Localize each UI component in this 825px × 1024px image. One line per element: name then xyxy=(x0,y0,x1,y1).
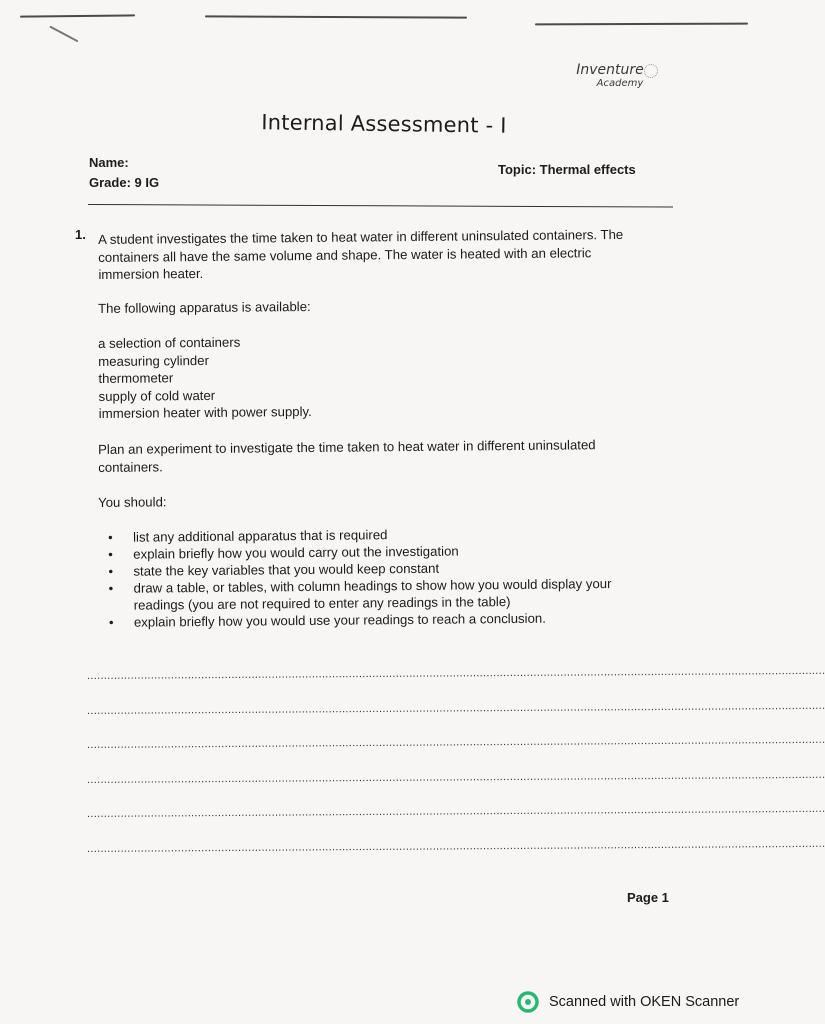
scanner-watermark xyxy=(517,991,739,1013)
plan-line: containers. xyxy=(98,458,163,475)
question-intro xyxy=(98,225,673,283)
requirement-text: state the key variables that you would keep constant xyxy=(133,560,440,579)
scan-edge-line xyxy=(20,14,135,17)
bullet-icon: • xyxy=(108,546,113,562)
requirement-text: explain briefly how you would use your readings to reach a conclusion. xyxy=(133,610,546,630)
intro-line: A student investigates the time taken to heat water in different uninsulated containers. The xyxy=(98,226,624,247)
question-number: 1. xyxy=(75,227,86,242)
requirement-item xyxy=(98,574,673,614)
apparatus-list xyxy=(98,329,674,422)
requirement-text: explain briefly how you would carry out the investigation xyxy=(133,543,459,562)
answer-line: ............................................................................................................................................................................................................................ xyxy=(86,733,825,751)
name-label: Name: xyxy=(89,155,129,170)
logo-text-line1: Inventure xyxy=(576,62,644,78)
intro-line: immersion heater. xyxy=(98,265,204,282)
logo-emblem-icon xyxy=(644,64,658,78)
apparatus-heading xyxy=(98,294,673,317)
topic-label: Topic: Thermal effects xyxy=(498,162,636,177)
bullet-icon: • xyxy=(108,529,113,545)
answer-line: ............................................................................................................................................................................................................................ xyxy=(86,699,825,717)
plan-line: Plan an experiment to investigate the time taken to heat water in different uninsulated xyxy=(98,437,596,457)
header-divider xyxy=(88,204,673,208)
answer-line: ............................................................................................................................................................................................................................ xyxy=(86,802,825,820)
apparatus-item: thermometer xyxy=(98,370,174,386)
should-heading-text: You should: xyxy=(98,494,167,510)
bullet-icon: • xyxy=(108,580,114,596)
school-logo xyxy=(560,62,660,90)
requirements-list xyxy=(98,523,674,631)
apparatus-heading-text: The following apparatus is available: xyxy=(98,298,311,316)
bullet-icon: • xyxy=(108,563,114,579)
page-number: Page 1 xyxy=(627,890,669,905)
apparatus-item: supply of cold water xyxy=(98,387,216,404)
apparatus-item: a selection of containers xyxy=(98,334,241,351)
apparatus-item: measuring cylinder xyxy=(98,352,210,369)
page-title: Internal Assessment - I xyxy=(261,110,507,138)
scanner-text: Scanned with OKEN Scanner xyxy=(549,994,740,1010)
pencil-mark xyxy=(50,26,79,42)
apparatus-item: immersion heater with power supply. xyxy=(98,403,312,421)
should-heading xyxy=(98,488,673,511)
scanner-logo-icon xyxy=(517,991,539,1013)
scan-edge-line xyxy=(205,15,467,18)
bullet-icon: • xyxy=(108,614,114,630)
intro-line: containers all have the same volume and shape. The water is heated with an electric xyxy=(98,244,592,265)
answer-line: ............................................................................................................................................................................................................................ xyxy=(86,768,825,786)
requirement-text: readings (you are not required to enter any readings in the table) xyxy=(133,594,511,613)
logo-text-line2: Academy xyxy=(596,78,644,89)
scan-edge-line xyxy=(535,23,748,26)
requirement-text: list any additional apparatus that is required xyxy=(133,527,388,545)
grade-label: Grade: 9 IG xyxy=(89,175,160,190)
answer-line: ............................................................................................................................................................................................................................ xyxy=(86,837,825,855)
requirement-text: draw a table, or tables, with column headings to show how you would display your xyxy=(133,576,612,596)
plan-instruction xyxy=(98,435,673,476)
answer-line: ............................................................................................................................................................................................................................ xyxy=(86,664,825,682)
